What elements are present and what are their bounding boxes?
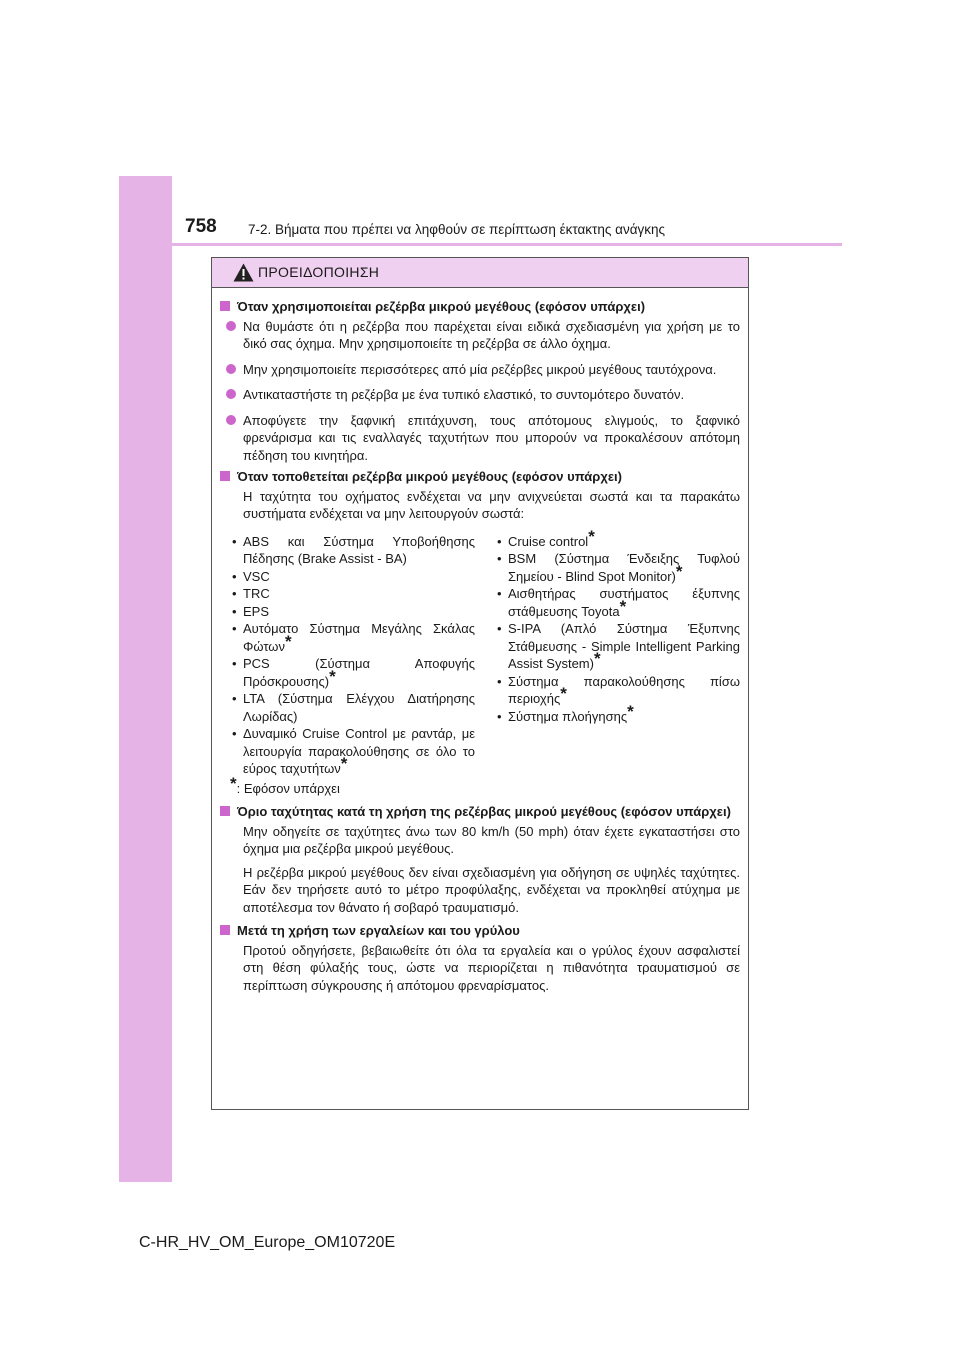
warning-header <box>212 258 748 288</box>
paragraph: Μην οδηγείτε σε ταχύτητες άνω των 80 km/h (50 mph) όταν έχετε εγκαταστήσει στο όχημα μια ρεζέρβα μικρού μεγέθους. <box>243 823 740 856</box>
system-item: • TRC <box>232 586 270 601</box>
system-item: • VSC <box>232 568 270 584</box>
system-item: • Σύστημα παρακολούθησης πίσω περιοχής* <box>497 673 740 706</box>
warning-triangle-icon <box>233 263 254 282</box>
list-item: Να θυμάστε ότι η ρεζέρβα που παρέχεται είναι ειδικά σχεδιασμένη για χρήση με το δικό σας όχημα. Μην χρησιμοποιείτε τη ρεζέρβα σε άλλο όχημα. <box>226 318 740 353</box>
system-item: • Cruise control* <box>497 526 595 549</box>
round-bullet-icon <box>226 364 236 374</box>
round-bullet-icon <box>226 415 236 425</box>
paragraph: Η ταχύτητα του οχήματος ενδέχεται να μην ανιχνεύεται σωστά και τα παρακάτω συστήματα ενδέχεται να μην λειτουργούν σωστά: <box>243 488 740 521</box>
section-title: 7-2. Βήματα που πρέπει να ληφθούν σε περίπτωση έκτακτης ανάγκης <box>248 222 666 237</box>
system-item: • LTA (Σύστημα Ελέγχου Διατήρησης Λωρίδας) <box>232 691 475 724</box>
warning-content <box>212 288 748 994</box>
list-item: Αντικαταστήστε τη ρεζέρβα με ένα τυπικό ελαστικό, το συντομότερο δυνατόν. <box>226 386 740 404</box>
round-bullet-icon <box>226 321 236 331</box>
system-item: • EPS <box>232 603 270 619</box>
page-number: 758 <box>185 216 217 237</box>
chapter-sidebar-tab <box>119 176 172 1182</box>
round-bullet-icon <box>226 389 236 399</box>
header-rule <box>172 243 842 246</box>
system-item: • Δυναμικό Cruise Control με ραντάρ, με λειτουργία παρακολούθησης σε όλο το εύρος ταχυτήτων* <box>232 726 475 776</box>
square-bullet-icon <box>220 925 230 935</box>
square-bullet-icon <box>220 806 230 816</box>
system-item: • Αισθητήρας συστήματος έξυπνης στάθμευσης Toyota* <box>497 586 740 619</box>
square-bullet-icon <box>220 301 230 311</box>
section-heading: Όριο ταχύτητας κατά τη χρήση της ρεζέρβας μικρού μεγέθους (εφόσον υπάρχει) <box>220 803 740 821</box>
section-heading: Όταν χρησιμοποιείται ρεζέρβα μικρού μεγέθους (εφόσον υπάρχει) <box>220 298 740 316</box>
system-item: • Σύστημα πλοήγησης* <box>497 701 634 724</box>
system-item: • Αυτόματο Σύστημα Μεγάλης Σκάλας Φώτων* <box>232 621 475 654</box>
list-item: Μην χρησιμοποιείτε περισσότερες από μία ρεζέρβες μικρού μεγέθους ταυτόχρονα. <box>226 361 740 379</box>
paragraph: Προτού οδηγήσετε, βεβαιωθείτε ότι όλα τα εργαλεία και ο γρύλος έχουν ασφαλιστεί στη θέση φύλαξής τους, ώστε να περιορίζεται η πιθανότητα τραυματισμού σε περίπτωση σύγκρουσης ή απότομου φρεναρίσματος. <box>243 942 740 993</box>
warning-box <box>211 257 749 1110</box>
footnote: *: Εφόσον υπάρχει <box>230 773 340 796</box>
system-item: • ABS και Σύστημα Υποβοήθησης Πέδησης (Brake Assist - BA) <box>232 533 475 566</box>
warning-title: ΠΡΟΕΙΔΟΠΟΙΗΣΗ <box>258 264 380 280</box>
paragraph: Η ρεζέρβα μικρού μεγέθους δεν είναι σχεδιασμένη για οδήγηση σε υψηλές ταχύτητες. Εάν δεν τηρήσετε αυτό το μέτρο προφύλαξης, ενδέχεται να προκληθεί ατύχημα με αποτέλεσμα τον θάνατο ή σοβαρό τραυματισμό. <box>243 864 740 915</box>
document-id-footer: C-HR_HV_OM_Europe_OM10720E <box>139 1234 396 1251</box>
square-bullet-icon <box>220 471 230 481</box>
section-heading: Όταν τοποθετείται ρεζέρβα μικρού μεγέθους (εφόσον υπάρχει) <box>220 468 740 486</box>
list-item: Αποφύγετε την ξαφνική επιτάχυνση, τους απότομους ελιγμούς, το ξαφνικό φρενάρισμα και τις εναλλαγές ταχυτήτων που μπορούν να προκαλέσουν απότομη πέδηση του κινητήρα. <box>226 412 740 465</box>
system-item: • BSM (Σύστημα Ένδειξης Τυφλού Σημείου - Blind Spot Monitor)* <box>497 551 740 584</box>
systems-column-right <box>491 526 740 778</box>
section-heading: Μετά τη χρήση των εργαλείων και του γρύλου <box>220 922 740 940</box>
system-item: • S-IPA (Απλό Σύστημα Έξυπνης Στάθμευσης - Simple Intelligent Parking Assist System)* <box>497 621 740 671</box>
systems-list <box>226 526 740 778</box>
system-item: • PCS (Σύστημα Αποφυγής Πρόσκρουσης)* <box>232 656 475 689</box>
systems-column-left <box>226 533 475 778</box>
